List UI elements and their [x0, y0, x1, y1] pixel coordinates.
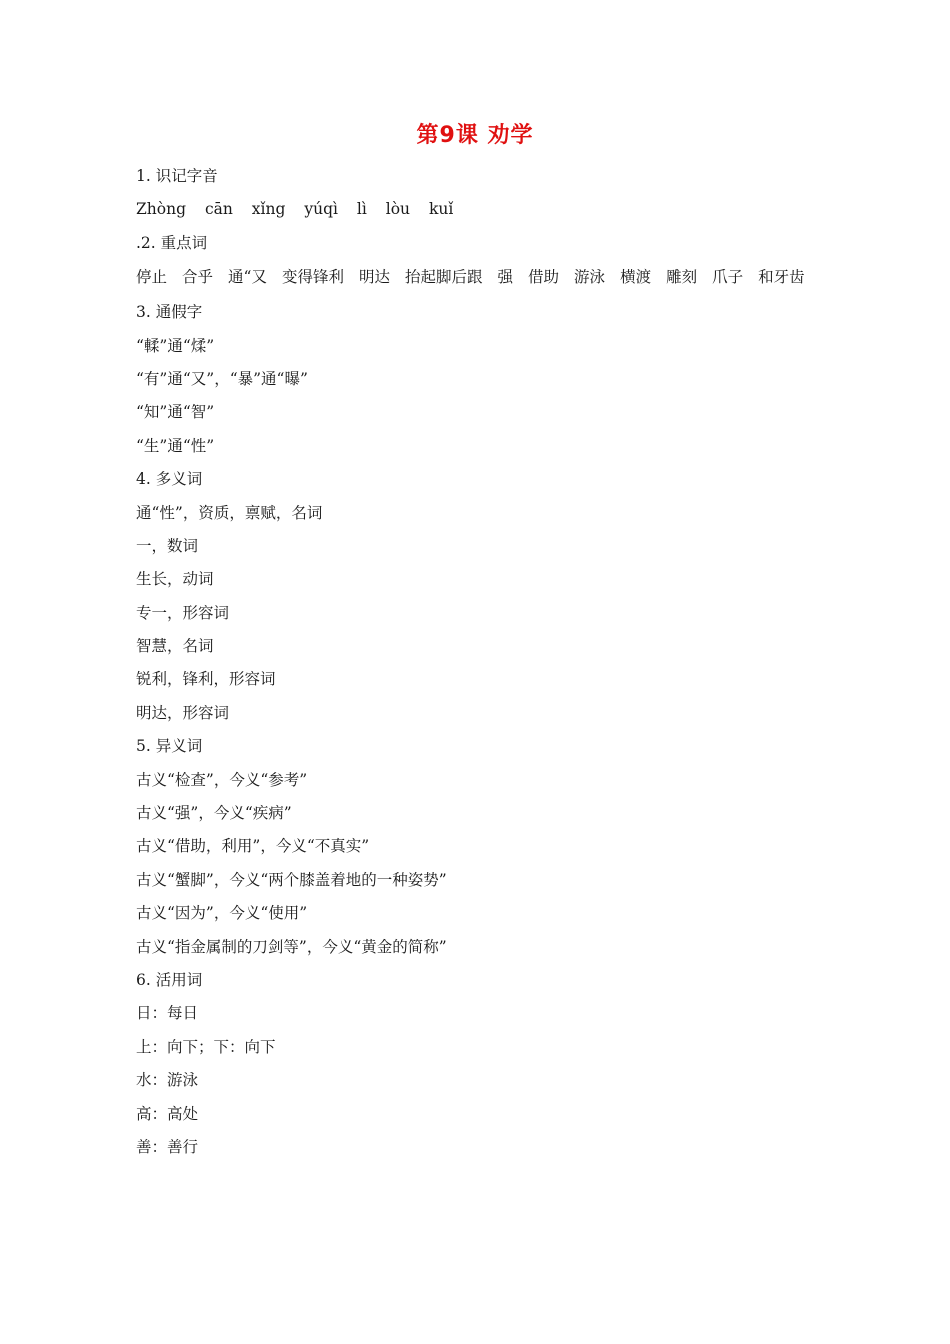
key-word: 明达	[358, 268, 390, 287]
text-line: “有”通“又”，“暴”通“曝”	[136, 369, 308, 388]
text-line: 古义“检查”，今义“参考”	[136, 770, 308, 789]
pinyin-item: lì	[356, 200, 367, 219]
key-word: 通“又	[228, 268, 267, 287]
text-line: “輮”通“煣”	[136, 336, 215, 355]
text-line: 古义“强”，今义“疾病”	[136, 804, 292, 823]
text-line: 古义“指金属制的刀剑等”，今义“黄金的简称”	[136, 937, 447, 956]
key-word: 变得锋利	[281, 268, 344, 287]
key-word: 横渡	[620, 268, 652, 287]
pinyin-item: yúqì	[304, 200, 338, 219]
pinyin-item: lòu	[385, 200, 411, 219]
text-line: 水：游泳	[136, 1071, 199, 1090]
text-line: 善：善行	[136, 1137, 199, 1156]
pinyin-item: cān	[204, 200, 233, 219]
text-line: 明达，形容词	[136, 703, 230, 722]
key-word: 游泳	[574, 268, 606, 287]
key-word: 合乎	[182, 268, 214, 287]
text-line: “知”通“智”	[136, 403, 215, 422]
text-line: 古义“因为”，今义“使用”	[136, 904, 308, 923]
text-line: 古义“借助，利用”，今义“不真实”	[136, 837, 370, 856]
pinyin-item: kuǐ	[428, 200, 454, 219]
text-line: 高：高处	[136, 1104, 199, 1123]
section-heading-polysemous-words: 4. 多义词	[136, 470, 203, 489]
text-line: 古义“蟹脚”，今义“两个膝盖着地的一种姿势”	[136, 870, 447, 889]
text-line: 上：向下；下：向下	[136, 1037, 276, 1056]
key-word: 爪子	[712, 268, 744, 287]
section-heading-word-class-shift: 6. 活用词	[136, 970, 203, 989]
section-heading-meaning-shift: 5. 异义词	[136, 737, 203, 756]
text-line: 一，数词	[136, 536, 199, 555]
key-word: 抬起脚后跟	[405, 268, 483, 287]
section-heading-interchangeable-chars: 3. 通假字	[136, 303, 203, 322]
text-line: 生长，动词	[136, 570, 214, 589]
text-line: 锐利，锋利，形容词	[136, 670, 276, 689]
text-line: 通“性”，资质，禀赋，名词	[136, 503, 323, 522]
document-body	[136, 160, 836, 1164]
text-line: “生”通“性”	[136, 436, 215, 455]
section-heading-pronunciation: 1. 识记字音	[136, 167, 218, 185]
text-line: 专一，形容词	[136, 603, 230, 622]
key-word: 和牙齿	[758, 268, 805, 287]
key-word-list	[136, 260, 836, 296]
key-word: 强	[497, 268, 514, 287]
key-word: 停止	[136, 268, 168, 287]
text-line: 智慧，名词	[136, 637, 214, 656]
key-word: 雕刻	[666, 268, 698, 287]
page-title: 第9课 劝学	[416, 123, 534, 148]
text-line: 日：每日	[136, 1004, 199, 1023]
pinyin-item: xǐng	[251, 200, 286, 219]
pinyin-item: Zhòng	[136, 200, 186, 219]
key-word: 借助	[528, 268, 560, 287]
section-heading-key-words: .2. 重点词	[136, 233, 208, 252]
pinyin-list	[136, 193, 836, 226]
